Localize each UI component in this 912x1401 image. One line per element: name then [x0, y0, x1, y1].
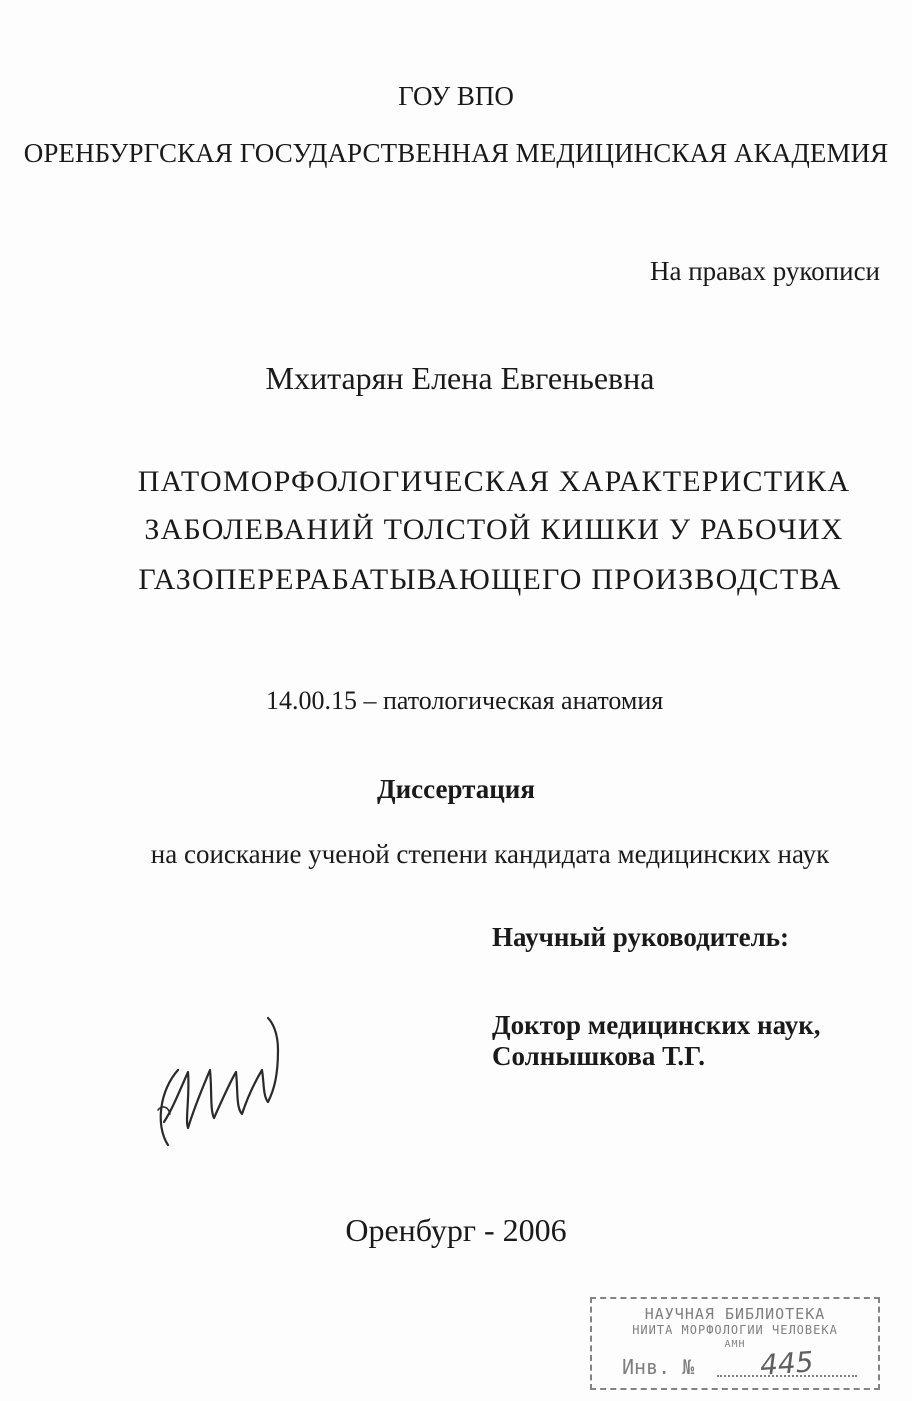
handwritten-signature — [150, 1010, 290, 1155]
thesis-title-line-1: ПАТОМОРФОЛОГИЧЕСКАЯ ХАРАКТЕРИСТИКА — [137, 465, 851, 498]
degree-statement: на соискание ученой степени кандидата медицинских наук — [150, 839, 830, 869]
library-stamp — [590, 1297, 880, 1390]
stamp-organization: НИИТА МОРФОЛОГИИ ЧЕЛОВЕКА — [632, 1323, 838, 1337]
thesis-title-line-3: ГАЗОПЕРЕРАБАТЫВАЮЩЕГО ПРОИЗВОДСТВА — [138, 563, 842, 596]
stamp-inventory-label: Инв. № — [622, 1355, 695, 1379]
supervisor-label: Научный руководитель: — [492, 922, 789, 952]
city-year: Оренбург - 2006 — [345, 1212, 567, 1248]
supervisor-degree: Доктор медицинских наук, — [492, 1010, 821, 1040]
thesis-title-line-2: ЗАБОЛЕВАНИЙ ТОЛСТОЙ КИШКИ У РАБОЧИХ — [144, 513, 844, 546]
organization-line-1: ГОУ ВПО — [398, 81, 514, 111]
rights-note: На правах рукописи — [649, 256, 880, 286]
stamp-title: НАУЧНАЯ БИБЛИОТЕКА — [644, 1305, 826, 1323]
author-name: Мхитарян Елена Евгеньевна — [265, 360, 655, 396]
stamp-organization-sub: АМН — [724, 1339, 746, 1350]
specialty-code: 14.00.15 – патологическая анатомия — [266, 686, 664, 715]
organization-line-2: ОРЕНБУРГСКАЯ ГОСУДАРСТВЕННАЯ МЕДИЦИНСКАЯ АКАДЕМИЯ — [23, 138, 889, 168]
supervisor-name: Солнышкова Т.Г. — [492, 1041, 706, 1071]
document-type: Диссертация — [377, 774, 535, 804]
stamp-inventory-number: 445 — [758, 1345, 815, 1382]
